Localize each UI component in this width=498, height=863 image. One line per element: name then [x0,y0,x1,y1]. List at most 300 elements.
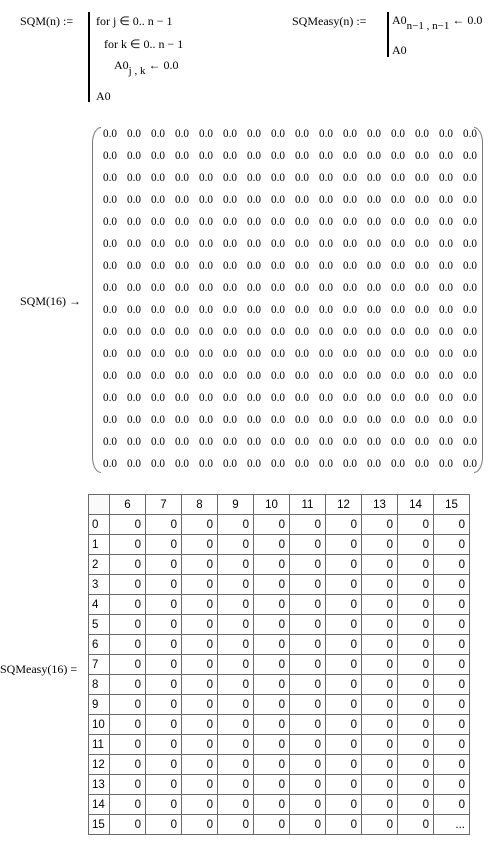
table-cell: 0 [146,595,182,615]
matrix-cell: 0.0 [463,304,477,316]
matrix-cell: 0.0 [463,414,477,426]
matrix-cell: 0.0 [271,128,285,140]
table-cell: 0 [362,535,398,555]
table-cell: 0 [146,555,182,575]
matrix-cell: 0.0 [415,370,429,382]
matrix-cell: 0.0 [127,282,141,294]
matrix-cell: 0.0 [151,194,165,206]
assign-subscript: n−1 , n−1 [406,20,450,32]
matrix-cell: 0.0 [391,458,405,470]
assign-variable: A0 [392,13,407,27]
matrix-cell: 0.0 [439,414,453,426]
matrix-cell: 0.0 [199,436,213,448]
matrix-cell: 0.0 [367,238,381,250]
table-cell: 0 [290,735,326,755]
table-cell: 0 [254,575,290,595]
matrix-cell: 0.0 [247,194,261,206]
column-header: 15 [434,495,470,515]
table-cell: 0 [434,795,470,815]
matrix-cell: 0.0 [223,150,237,162]
assign-variable: A0 [114,58,129,72]
matrix-cell: 0.0 [295,260,309,272]
table-cell: 0 [182,675,218,695]
matrix-cell: 0.0 [247,260,261,272]
matrix-row [98,193,482,215]
matrix-cell: 0.0 [175,260,189,272]
matrix-cell: 0.0 [151,414,165,426]
row-header: 14 [89,795,110,815]
matrix-cell: 0.0 [247,326,261,338]
matrix-cell: 0.0 [295,458,309,470]
table-cell: 0 [362,815,398,835]
matrix-cell: 0.0 [391,282,405,294]
table-cell: 0 [434,635,470,655]
row-header: 15 [89,815,110,835]
table-cell: 0 [146,795,182,815]
table-cell: 0 [398,555,434,575]
matrix-cell: 0.0 [295,216,309,228]
column-header: 14 [398,495,434,515]
table-cell: 0 [362,595,398,615]
matrix-cell: 0.0 [223,238,237,250]
table-cell: 0 [290,755,326,775]
matrix-cell: 0.0 [151,216,165,228]
matrix-cell: 0.0 [103,392,117,404]
table-cell: 0 [290,615,326,635]
table-cell: 0 [218,695,254,715]
table-cell: 0 [110,635,146,655]
table-cell: 0 [398,615,434,635]
table-cell: 0 [290,695,326,715]
table-cell: 0 [398,595,434,615]
matrix-cell: 0.0 [223,392,237,404]
matrix-cell: 0.0 [319,128,333,140]
table-cell: 0 [290,535,326,555]
table-cell: 0 [146,655,182,675]
table-cell: 0 [362,775,398,795]
row-header: 9 [89,695,110,715]
matrix-cell: 0.0 [247,458,261,470]
table-cell: 0 [434,515,470,535]
matrix-cell: 0.0 [271,458,285,470]
matrix-cell: 0.0 [103,304,117,316]
matrix-cell: 0.0 [271,238,285,250]
table-cell: 0 [362,675,398,695]
matrix-cell: 0.0 [367,150,381,162]
matrix-cell: 0.0 [319,370,333,382]
matrix-cell: 0.0 [247,282,261,294]
matrix-row [98,237,482,259]
matrix-cell: 0.0 [175,348,189,360]
table-corner-cell [89,495,110,515]
matrix-cell: 0.0 [439,326,453,338]
table-cell: 0 [326,635,362,655]
column-header: 6 [110,495,146,515]
table-cell: 0 [254,675,290,695]
matrix-cell: 0.0 [271,348,285,360]
matrix-cell: 0.0 [103,458,117,470]
matrix-cell: 0.0 [247,216,261,228]
matrix-cell: 0.0 [463,216,477,228]
table-cell: 0 [434,595,470,615]
table-cell: 0 [254,735,290,755]
matrix-cell: 0.0 [199,128,213,140]
table-cell: 0 [146,575,182,595]
table-cell: 0 [362,795,398,815]
table-cell: 0 [326,555,362,575]
table-cell: 0 [218,615,254,635]
row-header: 10 [89,715,110,735]
matrix-cell: 0.0 [463,392,477,404]
matrix-cell: 0.0 [223,260,237,272]
matrix-cell: 0.0 [223,172,237,184]
matrix-cell: 0.0 [151,282,165,294]
table-cell: 0 [398,655,434,675]
matrix-cell: 0.0 [319,436,333,448]
matrix-cell: 0.0 [295,128,309,140]
matrix-cell: 0.0 [343,150,357,162]
row-header: 13 [89,775,110,795]
matrix-cell: 0.0 [415,458,429,470]
matrix-cell: 0.0 [175,304,189,316]
matrix-cell: 0.0 [223,348,237,360]
table-cell: 0 [326,715,362,735]
matrix-row [98,391,482,413]
matrix-cell: 0.0 [367,436,381,448]
table-cell: 0 [182,635,218,655]
table-cell: 0 [110,715,146,735]
matrix-cell: 0.0 [223,304,237,316]
matrix-cell: 0.0 [367,458,381,470]
table-cell: 0 [362,755,398,775]
matrix-cell: 0.0 [103,128,117,140]
table-cell: 0 [254,795,290,815]
table-cell: 0 [254,515,290,535]
column-header: 10 [254,495,290,515]
matrix-cell: 0.0 [391,414,405,426]
table-cell: 0 [290,715,326,735]
matrix-cell: 0.0 [151,238,165,250]
table-cell: 0 [398,695,434,715]
matrix-cell: 0.0 [343,216,357,228]
table-cell: 0 [362,715,398,735]
matrix-cell: 0.0 [463,260,477,272]
matrix-cell: 0.0 [175,436,189,448]
table-row [89,775,470,795]
matrix-cell: 0.0 [127,216,141,228]
matrix-cell: 0.0 [463,370,477,382]
matrix-cell: 0.0 [295,436,309,448]
matrix-row [98,457,482,479]
matrix-cell: 0.0 [295,370,309,382]
matrix-cell: 0.0 [223,436,237,448]
table-cell: 0 [362,635,398,655]
matrix-cell: 0.0 [367,392,381,404]
table-cell: 0 [146,675,182,695]
matrix-cell: 0.0 [175,194,189,206]
table-cell: 0 [110,735,146,755]
matrix-cell: 0.0 [151,436,165,448]
table-cell: 0 [254,595,290,615]
table-cell: 0 [110,775,146,795]
matrix-row [98,259,482,281]
matrix-cell: 0.0 [199,238,213,250]
table-row [89,735,470,755]
table-cell: 0 [218,715,254,735]
table-cell: 0 [182,715,218,735]
row-header: 11 [89,735,110,755]
matrix-cell: 0.0 [103,238,117,250]
matrix-cell: 0.0 [223,458,237,470]
table-cell: 0 [326,575,362,595]
matrix-cell: 0.0 [127,392,141,404]
matrix-cell: 0.0 [319,172,333,184]
table-row [89,755,470,775]
matrix-cell: 0.0 [175,458,189,470]
table-cell: 0 [182,755,218,775]
matrix-cell: 0.0 [247,414,261,426]
matrix-cell: 0.0 [271,326,285,338]
matrix-cell: 0.0 [103,150,117,162]
matrix-cell: 0.0 [439,128,453,140]
matrix-row [98,127,482,149]
matrix-cell: 0.0 [391,216,405,228]
matrix-cell: 0.0 [295,194,309,206]
matrix-cell: 0.0 [103,216,117,228]
matrix-cell: 0.0 [367,282,381,294]
matrix-cell: 0.0 [439,172,453,184]
matrix-cell: 0.0 [127,348,141,360]
table-cell: 0 [254,695,290,715]
matrix-cell: 0.0 [391,348,405,360]
matrix-cell: 0.0 [343,128,357,140]
matrix-cell: 0.0 [127,172,141,184]
table-cell: 0 [182,575,218,595]
table-cell: 0 [326,655,362,675]
row-header: 7 [89,655,110,675]
sqm-return-line: A0 [96,89,111,103]
matrix-cell: 0.0 [199,216,213,228]
matrix-cell: 0.0 [271,260,285,272]
matrix-cell: 0.0 [103,194,117,206]
sqm-definition-lhs: SQM(n) := [20,14,74,28]
table-cell: 0 [398,815,434,835]
column-header: 13 [362,495,398,515]
matrix-cell: 0.0 [199,194,213,206]
matrix-cell: 0.0 [103,348,117,360]
assign-subscript: j , k [128,65,146,77]
table-cell: 0 [326,795,362,815]
table-row [89,675,470,695]
table-cell: 0 [218,735,254,755]
row-header: 5 [89,615,110,635]
table-cell: 0 [182,535,218,555]
table-cell: 0 [326,675,362,695]
matrix-cell: 0.0 [319,216,333,228]
table-cell: 0 [110,515,146,535]
matrix-cell: 0.0 [463,238,477,250]
matrix-cell: 0.0 [271,436,285,448]
sqmeasy-assign-line [392,13,482,32]
matrix-cell: 0.0 [415,194,429,206]
table-cell: 0 [254,615,290,635]
matrix-cell: 0.0 [463,150,477,162]
table-row [89,615,470,635]
matrix-cell: 0.0 [175,216,189,228]
matrix-cell: 0.0 [175,172,189,184]
matrix-cell: 0.0 [343,194,357,206]
table-cell: 0 [146,695,182,715]
matrix-cell: 0.0 [319,414,333,426]
table-cell: 0 [398,515,434,535]
matrix-cell: 0.0 [295,238,309,250]
matrix-cell: 0.0 [367,194,381,206]
matrix-cell: 0.0 [127,326,141,338]
matrix-cell: 0.0 [175,150,189,162]
table-row [89,555,470,575]
matrix-cell: 0.0 [463,326,477,338]
matrix-cell: 0.0 [199,172,213,184]
matrix-cell: 0.0 [295,326,309,338]
matrix-cell: 0.0 [127,150,141,162]
table-cell: 0 [254,755,290,775]
table-cell: 0 [326,615,362,635]
matrix-cell: 0.0 [127,414,141,426]
table-row [89,695,470,715]
matrix-cell: 0.0 [367,326,381,338]
matrix-row [98,149,482,171]
matrix-cell: 0.0 [415,172,429,184]
matrix-cell: 0.0 [439,150,453,162]
matrix-cell: 0.0 [343,392,357,404]
program-bar [387,12,389,57]
matrix-cell: 0.0 [415,326,429,338]
table-cell: 0 [146,815,182,835]
assign-rhs: ← 0.0 [148,58,179,72]
matrix-cell: 0.0 [223,326,237,338]
matrix-cell: 0.0 [127,238,141,250]
table-cell: 0 [218,555,254,575]
table-cell: 0 [434,535,470,555]
matrix-cell: 0.0 [127,128,141,140]
table-cell: 0 [290,675,326,695]
table-cell: 0 [146,535,182,555]
matrix-cell: 0.0 [127,370,141,382]
matrix-cell: 0.0 [103,370,117,382]
matrix-row [98,435,482,457]
matrix-cell: 0.0 [271,392,285,404]
matrix-cell: 0.0 [463,282,477,294]
matrix-cell: 0.0 [223,282,237,294]
table-cell: 0 [434,575,470,595]
table-cell: 0 [362,555,398,575]
table-cell: 0 [182,515,218,535]
matrix-cell: 0.0 [391,260,405,272]
table-cell: 0 [254,555,290,575]
matrix-cell: 0.0 [391,150,405,162]
matrix-cell: 0.0 [463,458,477,470]
matrix-cell: 0.0 [151,128,165,140]
table-row [89,575,470,595]
matrix-cell: 0.0 [223,414,237,426]
matrix-cell: 0.0 [151,326,165,338]
table-cell: 0 [110,755,146,775]
matrix-cell: 0.0 [415,128,429,140]
matrix-cell: 0.0 [103,414,117,426]
matrix-cell: 0.0 [463,128,477,140]
table-more-ellipsis[interactable]: ... [434,815,470,835]
matrix-cell: 0.0 [271,194,285,206]
matrix-row [98,303,482,325]
matrix-cell: 0.0 [103,260,117,272]
assign-rhs: ← 0.0 [452,13,483,27]
matrix-row [98,171,482,193]
table-cell: 0 [254,715,290,735]
matrix-cell: 0.0 [391,194,405,206]
matrix-cell: 0.0 [175,370,189,382]
matrix-cell: 0.0 [199,282,213,294]
table-cell: 0 [362,655,398,675]
matrix-cell: 0.0 [463,348,477,360]
matrix-cell: 0.0 [343,458,357,470]
table-cell: 0 [398,795,434,815]
sqmeasy-definition-lhs: SQMeasy(n) := [292,14,367,28]
table-cell: 0 [218,675,254,695]
table-cell: 0 [434,675,470,695]
matrix-cell: 0.0 [367,304,381,316]
matrix-cell: 0.0 [367,414,381,426]
matrix-cell: 0.0 [151,260,165,272]
matrix-cell: 0.0 [151,172,165,184]
table-cell: 0 [326,595,362,615]
table-cell: 0 [110,615,146,635]
matrix-cell: 0.0 [415,238,429,250]
table-row [89,595,470,615]
sqmeasy-result-table[interactable] [88,494,470,835]
table-cell: 0 [290,635,326,655]
table-cell: 0 [182,655,218,675]
matrix-cell: 0.0 [199,348,213,360]
matrix-cell: 0.0 [391,304,405,316]
table-cell: 0 [218,575,254,595]
matrix-cell: 0.0 [439,458,453,470]
table-cell: 0 [218,535,254,555]
matrix-cell: 0.0 [343,304,357,316]
matrix-cell: 0.0 [199,304,213,316]
matrix-cell: 0.0 [151,458,165,470]
table-cell: 0 [290,795,326,815]
matrix-cell: 0.0 [295,414,309,426]
table-cell: 0 [218,655,254,675]
matrix-row [98,215,482,237]
table-cell: 0 [290,595,326,615]
matrix-cell: 0.0 [439,282,453,294]
matrix-cell: 0.0 [439,194,453,206]
matrix-cell: 0.0 [175,238,189,250]
matrix-cell: 0.0 [415,150,429,162]
matrix-body [98,127,482,479]
matrix-cell: 0.0 [295,282,309,294]
table-cell: 0 [326,815,362,835]
table-cell: 0 [110,575,146,595]
matrix-cell: 0.0 [175,326,189,338]
matrix-cell: 0.0 [247,150,261,162]
matrix-cell: 0.0 [127,194,141,206]
sqm-for-j-line: for j ∈ 0.. n − 1 [96,14,173,28]
table-cell: 0 [398,635,434,655]
matrix-cell: 0.0 [343,414,357,426]
matrix-cell: 0.0 [391,238,405,250]
